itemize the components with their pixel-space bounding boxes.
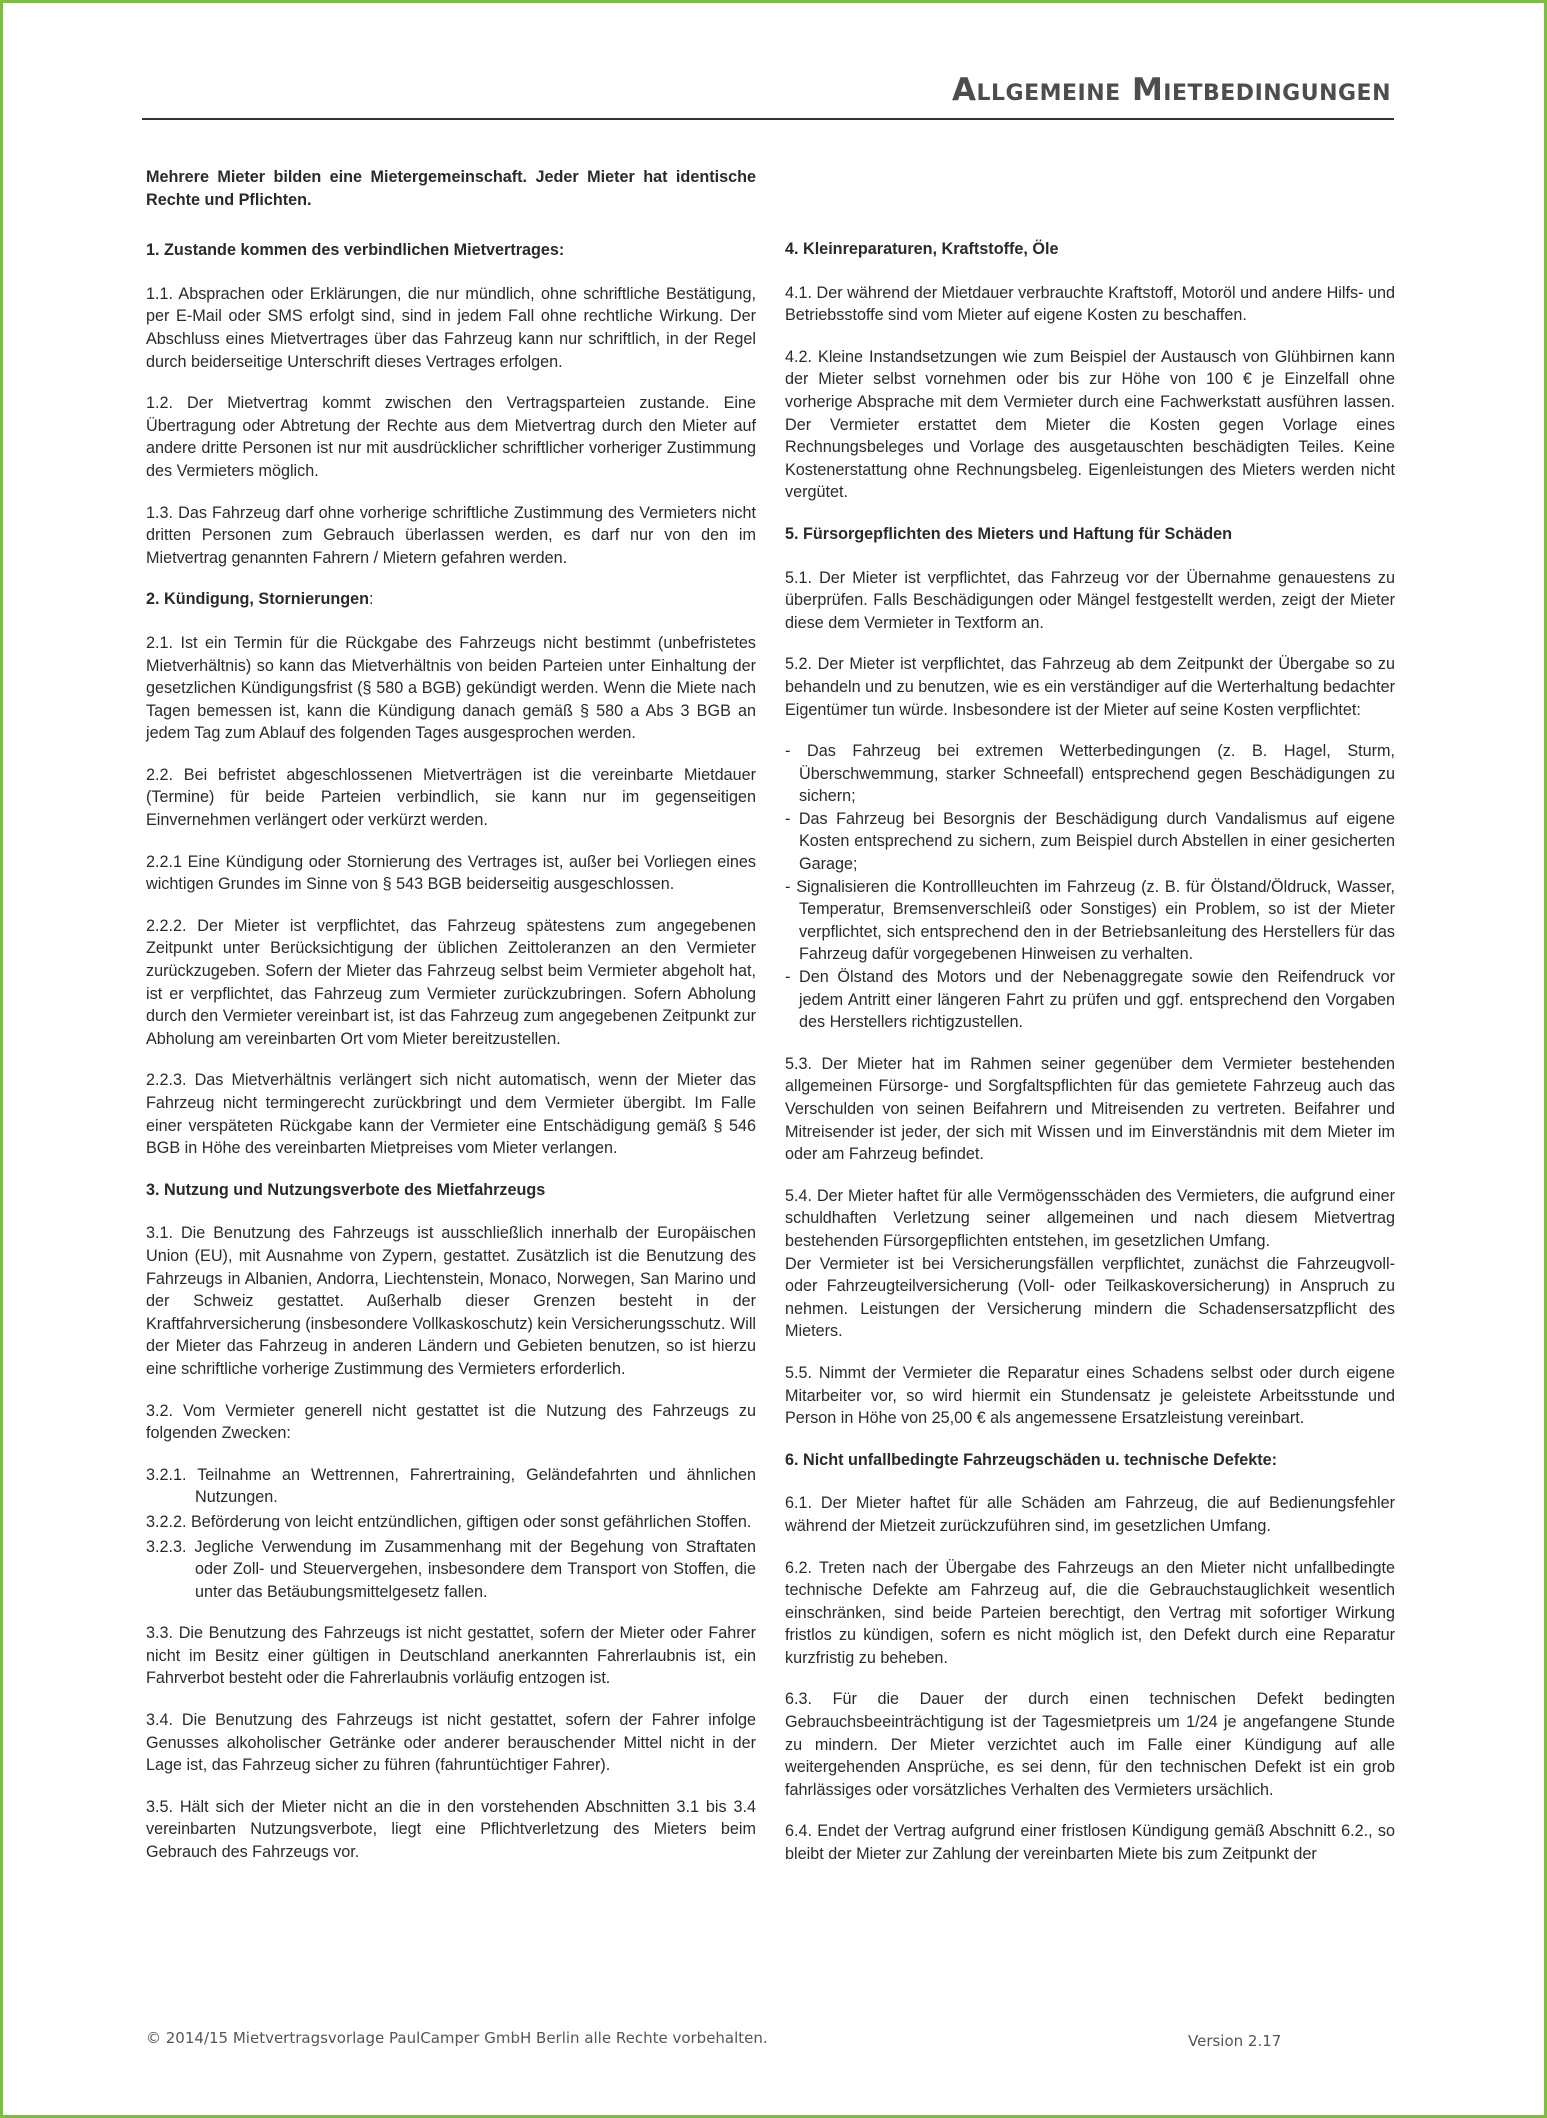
clause-6-3: 6.3. Für die Dauer der durch einen technischen Defekt bedingten Gebrauchsbeeinträchtigung ist der Tagesmietpreis um 1/24 je angefangene Stunde zu mindern. Der Mieter verzichtet auch im Falle einer Kündigung auf alle weitergehenden Ansprüche, es sei denn, für den technischen Defekt ist ein grob fahrlässiges oder vorsätzliches Verhalten des Vermieters ursächlich. bbox=[785, 1690, 1395, 1799]
clause-4-1: 4.1. Der während der Mietdauer verbrauchte Kraftstoff, Motoröl und andere Hilfs- und Betriebsstoffe sind vom Mieter auf eigene Kosten zu beschaffen. bbox=[785, 283, 1395, 325]
clause-5-3: 5.3. Der Mieter hat im Rahmen seiner gegenüber dem Vermieter bestehenden allgemeinen Fürsorge- und Sorgfaltspflichten für das gemietete Fahrzeug auch das Verschulden von seinen Beifahrern und Mitreisenden zu vertreten. Beifahrer und Mitreisender ist jeder, der sich mit Wissen und im Einverständnis mit dem Mieter im oder am Fahrzeug befindet. bbox=[785, 1054, 1395, 1164]
clause-3-3: 3.3. Die Benutzung des Fahrzeugs ist nicht gestattet, sofern der Mieter oder Fahrer nicht im Besitz einer gültigen in Deutschland anerkannten Fahrerlaubnis ist, ein Fahrverbot besteht oder die Fahrerlaubnis vorläufig entzogen ist. bbox=[146, 1624, 756, 1688]
bullet-warning-lights: - Signalisieren die Kontrollleuchten im Fahrzeug (z. B. für Ölstand/Öldruck, Wasser, Temperatur, Bremsenverschleiß oder Sonstiges) ein Problem, so ist der Mieter verpflichtet, sich entsprechend den in der Betriebsanleitung des Herstellers für das Fahrzeug dafür vorgegebenen Hinweisen zu verhalten. bbox=[785, 877, 1395, 964]
clause-2-2: 2.2. Bei befristet abgeschlossenen Mietverträgen ist die vereinbarte Mietdauer (Termine) für beide Parteien verbindlich, sie kann nur im gegenseitigen Einvernehmen verlängert oder verkürzt werden. bbox=[146, 765, 756, 830]
intro-paragraph: Mehrere Mieter bilden eine Mietergemeinschaft. Jeder Mieter hat identische Rechte und Pflichten. bbox=[146, 168, 756, 209]
clause-3-5: 3.5. Hält sich der Mieter nicht an die in den vorstehenden Abschnitten 3.1 bis 3.4 vereinbarten Nutzungsverbote, liegt eine Pflichtverletzung des Mieters beim Gebrauch des Fahrzeugs vor. bbox=[146, 1797, 756, 1862]
clause-4-2: 4.2. Kleine Instandsetzungen wie zum Beispiel der Austausch von Glühbirnen kann der Mieter selbst vornehmen oder bis zur Höhe von 100 € je Einzelfall ohne vorherige Absprache mit dem Vermieter durch eine Fachwerkstatt ausführen lassen. Der Vermieter erstattet dem Mieter die Kosten gegen Vorlage eines Rechnungsbeleges und Vorlage des ausgetauschten beschädigten Teiles. Keine Kostenerstattung ohne Rechnungsbeleg. Eigenleistungen des Mieters werden nicht vergütet. bbox=[785, 347, 1395, 502]
clause-3-2-2: 3.2.2. Beförderung von leicht entzündlichen, giftigen oder sonst gefährlichen Stoffen. bbox=[146, 1512, 752, 1531]
footer-version: Version 2.17 bbox=[1188, 2032, 1282, 2050]
clause-5-5: 5.5. Nimmt der Vermieter die Reparatur eines Schadens selbst oder durch eigene Mitarbeiter vor, so wird hiermit ein Stundensatz je geleistete Arbeitsstunde und Person in Höhe von 25,00 € als angemessene Ersatzleistung vereinbart. bbox=[785, 1363, 1395, 1428]
clause-3-1: 3.1. Die Benutzung des Fahrzeugs ist ausschließlich innerhalb der Europäischen Union (EU), mit Ausnahme von Zypern, gestattet. Zusätzlich ist die Benutzung des Fahrzeugs in Albanien, Andorra, Liechtenstein, Monaco, Norwegen, San Marino und der Schweiz gestattet. Außerhalb dieser Grenzen besteht in der Kraftfahrversicherung (insbesondere Vollkaskoschutz) kein Versicherungsschutz. Will der Mieter das Fahrzeug in anderen Ländern und Gebieten benutzen, so ist hierzu eine schriftliche vorherige Zustimmung des Vermieters erforderlich. bbox=[146, 1224, 757, 1378]
clause-5-2: 5.2. Der Mieter ist verpflichtet, das Fahrzeug ab dem Zeitpunkt der Übergabe so zu behandeln und zu benutzen, wie es ein verständiger auf die Werterhaltung bedachter Eigentümer tun würde. Insbesondere ist der Mieter auf seine Kosten verpflichtet: bbox=[785, 655, 1395, 719]
section-4-heading: 4. Kleinreparaturen, Kraftstoffe, Öle bbox=[785, 240, 1059, 258]
clause-5-4b: Der Vermieter ist bei Versicherungsfällen verpflichtet, zunächst die Fahrzeugvoll- oder Fahrzeugteilversicherung (Voll- oder Teilkaskoversicherung) in Anspruch zu nehmen. Leistungen der Versicherung mindern die Schadensersatzpflicht des Mieters. bbox=[785, 1254, 1395, 1341]
clause-6-2: 6.2. Treten nach der Übergabe des Fahrzeugs an den Mieter nicht unfallbedingte technische Defekte am Fahrzeug auf, die die Gebrauchstauglichkeit wesentlich einschränken, sind beide Parteien berechtigt, den Vertrag mit sofortiger Wirkung fristlos zu kündigen, sofern es nicht möglich ist, den Defekt durch eine Reparatur kurzfristig zu beheben. bbox=[785, 1558, 1395, 1667]
clause-6-1: 6.1. Der Mieter haftet für alle Schäden am Fahrzeug, die auf Bedienungsfehler während der Mietzeit zurückzuführen sind, im gesetzlichen Umfang. bbox=[785, 1494, 1395, 1535]
clause-3-4: 3.4. Die Benutzung des Fahrzeugs ist nicht gestattet, sofern der Fahrer infolge Genusses alkoholischer Getränke oder anderer berauschender Mittel nicht in der Lage ist, das Fahrzeug sicher zu führen (fahruntüchtiger Fahrer). bbox=[146, 1711, 756, 1775]
page-title: Allgemeine Mietbedingungen bbox=[951, 72, 1391, 108]
clause-2-2-3: 2.2.3. Das Mietverhältnis verlängert sich nicht automatisch, wenn der Mieter das Fahrzeug nicht termingerecht zurückbringt und dem Vermieter übergibt. Im Falle einer verspäteten Rückgabe kann der Vermieter eine Entschädigung gemäß § 546 BGB in Höhe des vereinbarten Mietpreises vom Mieter verlangen. bbox=[146, 1071, 756, 1158]
clause-5-1: 5.1. Der Mieter ist verpflichtet, das Fahrzeug vor der Übernahme genauestens zu überprüfen. Falls Beschädigungen oder Mängel festgestellt werden, zeigt der Mieter diese dem Vermieter in Textform an. bbox=[785, 568, 1395, 632]
section-2-heading-text: 2. Kündigung, Stornierungen bbox=[146, 590, 370, 609]
clause-1-1: 1.1. Absprachen oder Erklärungen, die nur mündlich, ohne schriftliche Bestätigung, per E-Mail oder SMS erfolgt sind, sind in jedem Fall ohne rechtliche Wirkung. Der Abschluss eines Mietvertrages über das Fahrzeug kann nur schriftlich, in der Regel durch beiderseitige Unterschrift dieses Vertrages erfolgen. bbox=[146, 284, 756, 371]
bullet-oil-tyres: - Den Ölstand des Motors und der Nebenaggregate sowie den Reifendruck vor jedem Antritt einer längeren Fahrt zu prüfen und ggf. entsprechend den Vorgaben des Herstellers richtigzustellen. bbox=[785, 968, 1395, 1032]
right-column bbox=[785, 238, 1395, 1885]
clause-5-4a: 5.4. Der Mieter haftet für alle Vermögensschäden des Vermieters, die aufgrund einer schuldhaften Verletzung seiner allgemeinen und nach diesem Mietvertrag bestehenden Fürsorgepflichten entstehen, im gesetzlichen Umfang. bbox=[785, 1186, 1395, 1250]
section-3-heading: 3. Nutzung und Nutzungsverbote des Mietfahrzeugs bbox=[146, 1180, 546, 1199]
bullet-vandalism: - Das Fahrzeug bei Besorgnis der Beschädigung durch Vandalismus auf eigene Kosten entsprechend zu sichern, zum Beispiel durch Abstellen in einer gesicherten Garage; bbox=[785, 809, 1395, 874]
clause-1-3: 1.3. Das Fahrzeug darf ohne vorherige schriftliche Zustimmung des Vermieters nicht dritten Personen zum Gebrauch überlassen werden, es darf nur von den im Mietvertrag genannten Fahrern / Mietern gefahren werden. bbox=[146, 503, 756, 567]
footer-copyright: © 2014/15 Mietvertragsvorlage PaulCamper GmbH Berlin alle Rechte vorbehalten. bbox=[146, 2029, 768, 2047]
clause-2-2-1: 2.2.1 Eine Kündigung oder Stornierung des Vertrages ist, außer bei Vorliegen eines wichtigen Grundes im Sinne von § 543 BGB beiderseitig ausgeschlossen. bbox=[146, 852, 756, 894]
section-2-heading bbox=[146, 588, 756, 611]
clause-3-2: 3.2. Vom Vermieter generell nicht gestattet ist die Nutzung des Fahrzeugs zu folgenden Zwecken: bbox=[146, 1401, 756, 1443]
section-5-heading: 5. Fürsorgepflichten des Mieters und Haftung für Schäden bbox=[785, 524, 1233, 543]
clause-3-2-1: 3.2.1. Teilnahme an Wettrennen, Fahrertraining, Geländefahrten und ähnlichen Nutzungen. bbox=[146, 1465, 756, 1507]
section-2-heading-colon: : bbox=[369, 590, 374, 609]
clause-2-2-2: 2.2.2. Der Mieter ist verpflichtet, das Fahrzeug spätestens zum angegebenen Zeitpunkt unter Berücksichtigung der üblichen Zeittoleranzen an den Vermieter zurückzugeben. Sofern der Mieter das Fahrzeug selbst beim Vermieter abgeholt hat, ist er verpflichtet, das Fahrzeug zum Vermieter zurückzubringen. Sofern Abholung durch den Vermieter vereinbart ist, ist das Fahrzeug zum angegebenen Zeitpunkt zur Abholung am vereinbarten Ort vom Mieter bereitzustellen. bbox=[146, 916, 756, 1048]
header-divider bbox=[142, 118, 1394, 120]
section-1-heading: 1. Zustande kommen des verbindlichen Mietvertrages: bbox=[146, 241, 565, 260]
clause-3-2-3: 3.2.3. Jegliche Verwendung im Zusammenhang mit der Begehung von Straftaten oder Zoll- und Steuervergehen, insbesondere dem Transport von Stoffen, die unter das Betäubungsmittelgesetz fallen. bbox=[146, 1537, 756, 1601]
clause-6-4: 6.4. Endet der Vertrag aufgrund einer fristlosen Kündigung gemäß Abschnitt 6.2., so bleibt der Mieter zur Zahlung der vereinbarten Miete bis zum Zeitpunkt der bbox=[785, 1822, 1395, 1864]
section-6-heading: 6. Nicht unfallbedingte Fahrzeugschäden u. technische Defekte: bbox=[785, 1450, 1278, 1469]
clause-2-1: 2.1. Ist ein Termin für die Rückgabe des Fahrzeugs nicht bestimmt (unbefristetes Mietverhältnis) so kann das Mietverhältnis von beiden Parteien unter Einhaltung der gesetzlichen Kündigungsfrist (§ 580 a BGB) gekündigt werden. Wenn die Miete nach Tagen bemessen ist, kann die Kündigung danach gemäß § 580 a Abs 3 BGB an jedem Tag zum Ablauf des folgenden Tages ausgesprochen werden. bbox=[146, 633, 756, 743]
left-column bbox=[146, 166, 756, 1883]
bullet-weather: - Das Fahrzeug bei extremen Wetterbedingungen (z. B. Hagel, Sturm, Überschwemmung, starker Schneefall) entsprechend gegen Beschädigungen zu sichern; bbox=[785, 742, 1395, 806]
clause-1-2: 1.2. Der Mietvertrag kommt zwischen den Vertragsparteien zustande. Eine Übertragung oder Abtretung der Rechte aus dem Mietvertrag durch den Mieter auf andere dritte Personen ist nur mit ausdrücklicher schriftlicher vorheriger Zustimmung des Vermieters möglich. bbox=[146, 394, 756, 480]
